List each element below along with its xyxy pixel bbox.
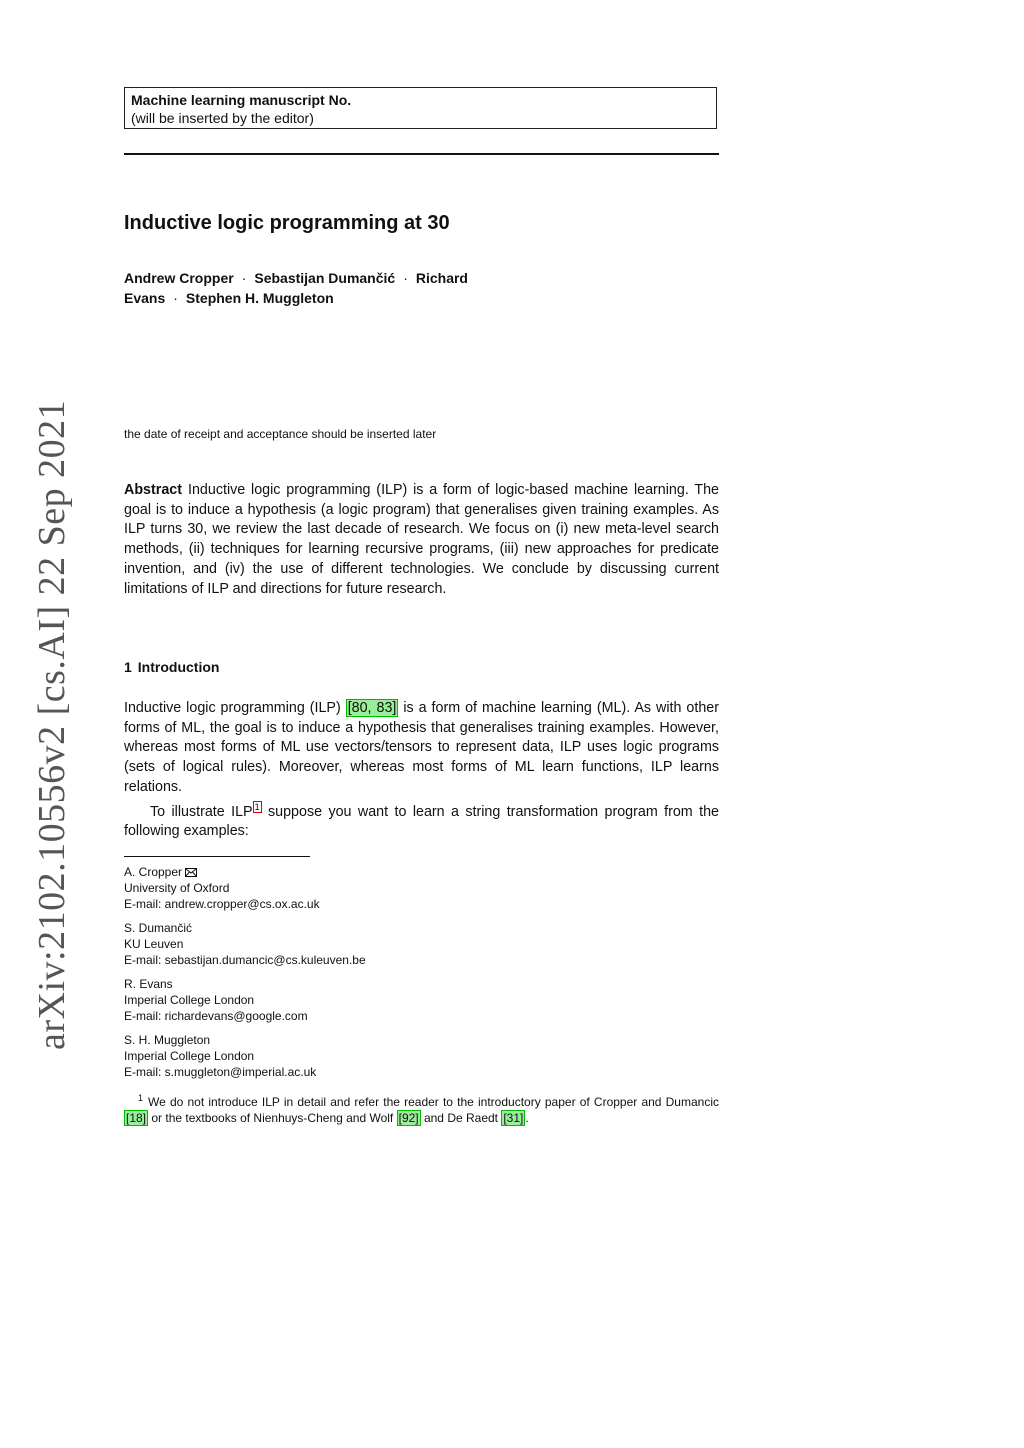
header-rule (124, 153, 719, 155)
affiliations (124, 864, 366, 1088)
arxiv-stamp: arXiv:2102.10556v2 [cs.AI] 22 Sep 2021 (31, 399, 73, 1050)
footnote-link[interactable]: 1 (254, 801, 260, 812)
envelope-icon (185, 868, 197, 877)
footnote-rule (124, 856, 310, 857)
email: E-mail: andrew.cropper@cs.ox.ac.uk (124, 897, 320, 911)
affiliation-4: S. H. Muggleton Imperial College London E-mail: s.muggleton@imperial.ac.uk (124, 1032, 366, 1080)
email: E-mail: s.muggleton@imperial.ac.uk (124, 1065, 317, 1079)
affiliation-2: S. Dumančić KU Leuven E-mail: sebastijan.dumancic@cs.kuleuven.be (124, 921, 366, 967)
section-number: 1 (124, 659, 132, 675)
author-3-last: Evans (124, 290, 166, 306)
footnote: $^1$ We do not introduce ILP in detail and refer the reader to the introductory paper of Cropper and Dumancic [18] or the textbooks of Nienhuys-Cheng and Wolf [92] and De Raedt [31] . (126, 1093, 719, 1125)
abstract-label: Abstract (124, 482, 182, 498)
section-title: Introduction (137, 659, 220, 675)
citation-link[interactable]: [18] (126, 1111, 147, 1125)
intro-paragraph-2: To illustrate ILP $^1$ suppose you want to learn a string transformation program from the following examples: (124, 801, 719, 839)
citation-link[interactable]: [80, 83] (347, 700, 397, 716)
author-1: Andrew Cropper (124, 270, 234, 286)
section-heading (124, 659, 219, 675)
citation-link[interactable]: [31] (503, 1111, 524, 1125)
affiliation-1: A. Cropper University of Oxford E-mail: andrew.cropper@cs.ox.ac.uk (124, 864, 366, 912)
manuscript-number: Machine learning manuscript No. (131, 92, 352, 108)
date-note: the date of receipt and acceptance should be inserted later (124, 427, 437, 441)
author-3-first: Richard (415, 270, 468, 286)
footnote-mark: 1 (138, 1093, 144, 1103)
citation-link[interactable]: [92] (398, 1111, 419, 1125)
affiliation-3: R. Evans Imperial College London E-mail: richardevans@google.com (124, 976, 366, 1024)
introduction-body (124, 699, 719, 842)
abstract (124, 481, 719, 599)
email: E-mail: sebastijan.dumancic@cs.kuleuven.be (124, 953, 366, 967)
intro-paragraph-1: Inductive logic programming (ILP) [80, 83] is a form of machine learning (ML). As with other forms of ML, the goal is to induce a hypothesis that generalises training examples. However, whereas most forms of ML use vectors/tensors to represent data, ILP uses logic programs (sets of logical rules). Moreover, whereas most forms of ML learn functions, ILP learns relations. (124, 700, 719, 795)
author-4: Stephen H. Muggleton (185, 290, 334, 306)
manuscript-header-box (124, 87, 717, 129)
abstract-text: Inductive logic programming (ILP) is a form of logic-based machine learning. The goal is to induce a hypothesis (a logic program) that generalises given training examples. As ILP turns 30, we review the last decade of research. We focus on (i) new meta-level search methods, (ii) techniques for learning recursive programs, (iii) new approaches for predicate invention, and (iv) the use of different technologies. We conclude by discussing current limitations of ILP and directions for future research. (124, 482, 719, 597)
paper-title: Inductive logic programming at 30 (124, 212, 450, 234)
email: E-mail: richardevans@google.com (124, 1009, 308, 1023)
author-list: Andrew Cropper · Sebastijan Dumančić · Richard Evans · Stephen H. Muggleton (124, 270, 468, 306)
editor-note: (will be inserted by the editor) (131, 110, 314, 126)
author-2: Sebastijan Dumančić (254, 270, 396, 286)
